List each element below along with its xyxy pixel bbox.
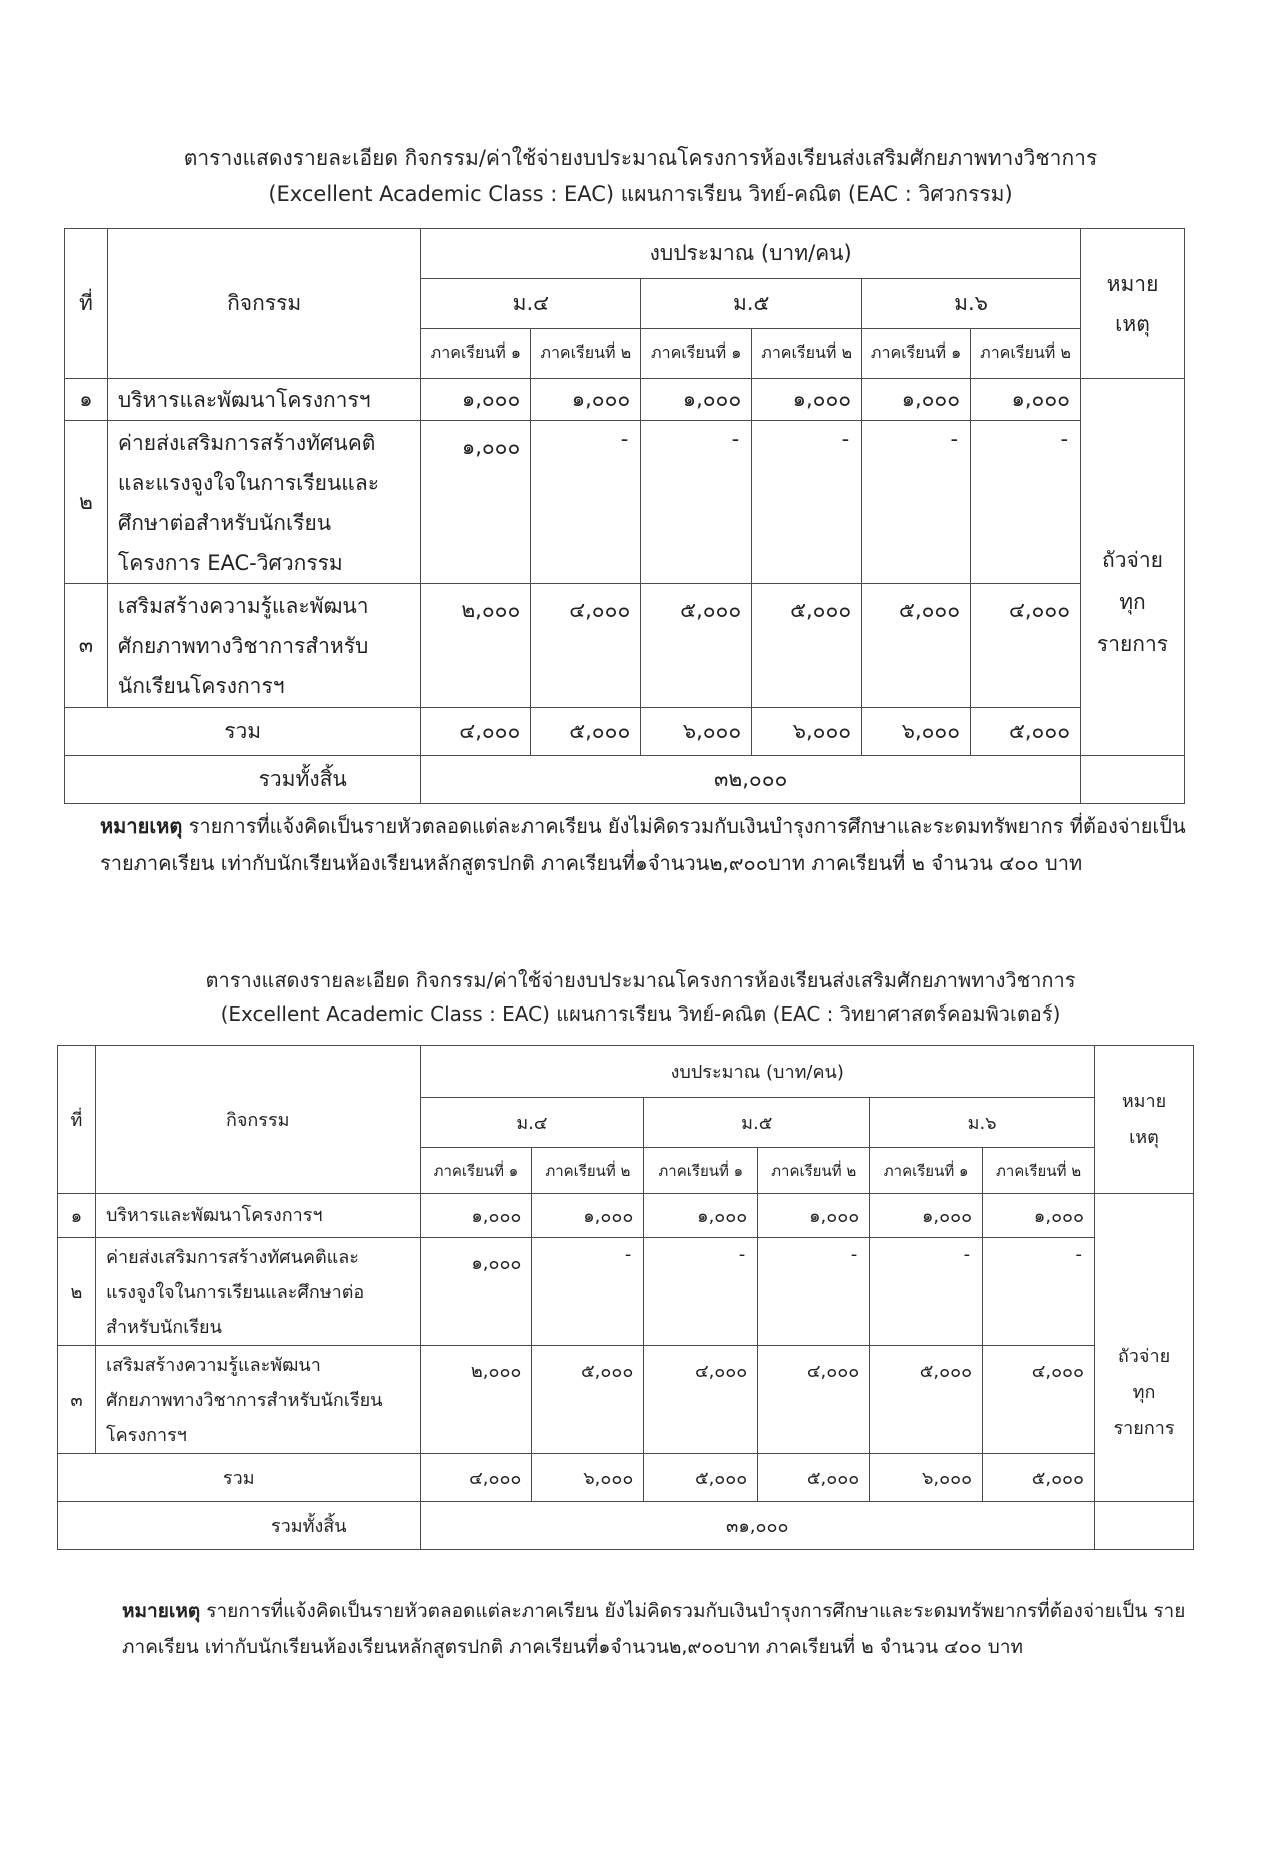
row-value: ๕,๐๐๐ [532, 1346, 644, 1454]
header-semester: ภาคเรียนที่ ๒ [971, 329, 1081, 379]
sum-value: ๕,๐๐๐ [758, 1454, 870, 1502]
note-label: หมายเหตุ [100, 814, 183, 838]
row-value: ๑,๐๐๐ [531, 379, 641, 421]
header-activity: กิจกรรม [95, 1046, 420, 1194]
sum-value: ๔,๐๐๐ [420, 1454, 532, 1502]
note-text: รายการที่แจ้งคิดเป็นรายหัวตลอดแต่ละภาคเรียน ยังไม่คิดรวมกับเงินบำรุงการศึกษาและระดมทรัพยากร ที่ต้องจ่ายเป็นรายภาคเรียน เท่ากับนักเรียนห้องเรียนหลักสูตรปกติ ภาคเรียนที่๑จำนวน๒,๙๐๐บาท ภาคเรียนที่ ๒ จำนวน ๔๐๐ บาท [100, 814, 1186, 875]
total-label: รวมทั้งสิ้น [58, 1502, 421, 1550]
row-value: ๑,๐๐๐ [758, 1194, 870, 1238]
header-grade-m6: ม.๖ [870, 1098, 1095, 1148]
row-value: - [758, 1238, 870, 1346]
row-value: ๑,๐๐๐ [862, 379, 971, 421]
section2-title-line2: (Excellent Academic Class : EAC) แผนการเรียน วิทย์-คณิต (EAC : วิทยาศาสตร์คอมพิวเตอร์) [220, 1002, 1061, 1026]
row-value: - [983, 1238, 1095, 1346]
sum-value: ๕,๐๐๐ [644, 1454, 758, 1502]
header-semester: ภาคเรียนที่ ๒ [531, 329, 641, 379]
section2-title [0, 963, 1281, 1031]
sum-value: ๖,๐๐๐ [641, 708, 752, 756]
header-semester: ภาคเรียนที่ ๒ [752, 329, 862, 379]
note-label: หมายเหตุ [122, 1600, 201, 1622]
row-value: ๑,๐๐๐ [421, 379, 531, 421]
row-value: ๑,๐๐๐ [983, 1194, 1095, 1238]
row-value: ๑,๐๐๐ [870, 1194, 983, 1238]
remark-cell: ถัวจ่าย ทุก รายการ [1081, 379, 1185, 756]
header-semester: ภาคเรียนที่ ๑ [870, 1148, 983, 1194]
row-activity: เสริมสร้างความรู้และพัฒนา ศักยภาพทางวิชาการสำหรับ นักเรียนโครงการฯ [107, 584, 420, 708]
budget-table-engineering [64, 228, 1185, 804]
section1-title-line2: (Excellent Academic Class : EAC) แผนการเรียน วิทย์-คณิต (EAC : วิศวกรรม) [268, 182, 1013, 206]
sum-value: ๖,๐๐๐ [862, 708, 971, 756]
row-value: ๑,๐๐๐ [641, 379, 752, 421]
row-value: - [641, 421, 752, 584]
table-row [58, 1194, 1194, 1238]
header-grade-m6: ม.๖ [862, 279, 1081, 329]
header-semester: ภาคเรียนที่ ๑ [641, 329, 752, 379]
header-budget: งบประมาณ (บาท/คน) [420, 1046, 1095, 1098]
total-label: รวมทั้งสิ้น [65, 756, 421, 804]
total-row [65, 756, 1185, 804]
row-value: - [532, 1238, 644, 1346]
table-row [58, 1238, 1194, 1346]
row-activity: ค่ายส่งเสริมการสร้างทัศนคติ และแรงจูงใจในการเรียนและ ศึกษาต่อสำหรับนักเรียน โครงการ EAC-วิศวกรรม [107, 421, 420, 584]
budget-table-computer-science [57, 1045, 1194, 1550]
row-no: ๒ [65, 421, 108, 584]
section2-title-line1: ตารางแสดงรายละเอียด กิจกรรม/ค่าใช้จ่ายงบประมาณโครงการห้องเรียนส่งเสริมศักยภาพทางวิชาการ [205, 968, 1076, 992]
row-activity: เสริมสร้างความรู้และพัฒนา ศักยภาพทางวิชาการสำหรับนักเรียน โครงการฯ [95, 1346, 420, 1454]
total-value: ๓๒,๐๐๐ [421, 756, 1081, 804]
row-value: ๔,๐๐๐ [644, 1346, 758, 1454]
row-value: ๑,๐๐๐ [752, 379, 862, 421]
table-row [65, 421, 1185, 584]
row-value: ๒,๐๐๐ [421, 584, 531, 708]
row-no: ๓ [65, 584, 108, 708]
total-row [58, 1502, 1194, 1550]
header-semester: ภาคเรียนที่ ๒ [532, 1148, 644, 1194]
header-semester: ภาคเรียนที่ ๒ [758, 1148, 870, 1194]
row-no: ๑ [65, 379, 108, 421]
row-value: ๑,๐๐๐ [532, 1194, 644, 1238]
sum-value: ๔,๐๐๐ [421, 708, 531, 756]
sum-value: ๕,๐๐๐ [983, 1454, 1095, 1502]
total-remark-empty [1081, 756, 1185, 804]
sum-value: ๖,๐๐๐ [532, 1454, 644, 1502]
table-row [65, 379, 1185, 421]
sum-label: รวม [58, 1454, 421, 1502]
sum-value: ๕,๐๐๐ [971, 708, 1081, 756]
row-no: ๒ [58, 1238, 96, 1346]
header-semester: ภาคเรียนที่ ๑ [421, 329, 531, 379]
sum-value: ๕,๐๐๐ [531, 708, 641, 756]
row-value: ๑,๐๐๐ [420, 1238, 532, 1346]
row-value: ๔,๐๐๐ [531, 584, 641, 708]
row-value: - [862, 421, 971, 584]
sum-value: ๖,๐๐๐ [870, 1454, 983, 1502]
header-grade-m4: ม.๔ [420, 1098, 644, 1148]
total-value: ๓๑,๐๐๐ [420, 1502, 1095, 1550]
row-value: ๔,๐๐๐ [971, 584, 1081, 708]
total-remark-empty [1095, 1502, 1194, 1550]
sum-value: ๖,๐๐๐ [752, 708, 862, 756]
row-value: ๕,๐๐๐ [870, 1346, 983, 1454]
row-activity: ค่ายส่งเสริมการสร้างทัศนคติและ แรงจูงใจในการเรียนและศึกษาต่อ สำหรับนักเรียน [95, 1238, 420, 1346]
row-value: - [644, 1238, 758, 1346]
sum-row [65, 708, 1185, 756]
header-grade-m5: ม.๕ [641, 279, 862, 329]
row-value: ๔,๐๐๐ [758, 1346, 870, 1454]
row-value: - [971, 421, 1081, 584]
row-value: ๑,๐๐๐ [421, 421, 531, 584]
section1-title [0, 140, 1281, 212]
section1-note [100, 808, 1200, 882]
row-value: - [531, 421, 641, 584]
header-semester: ภาคเรียนที่ ๑ [420, 1148, 532, 1194]
header-no: ที่ [65, 229, 108, 379]
row-value: ๑,๐๐๐ [644, 1194, 758, 1238]
row-activity: บริหารและพัฒนาโครงการฯ [95, 1194, 420, 1238]
header-semester: ภาคเรียนที่ ๑ [862, 329, 971, 379]
row-activity: บริหารและพัฒนาโครงการฯ [107, 379, 420, 421]
header-grade-m4: ม.๔ [421, 279, 641, 329]
row-value: - [752, 421, 862, 584]
header-activity: กิจกรรม [107, 229, 420, 379]
header-grade-m5: ม.๕ [644, 1098, 870, 1148]
header-no: ที่ [58, 1046, 96, 1194]
section2-note [122, 1593, 1202, 1665]
table-row [65, 584, 1185, 708]
sum-row [58, 1454, 1194, 1502]
row-value: ๕,๐๐๐ [752, 584, 862, 708]
header-semester: ภาคเรียนที่ ๒ [983, 1148, 1095, 1194]
remark-cell: ถัวจ่าย ทุก รายการ [1095, 1194, 1194, 1502]
header-budget: งบประมาณ (บาท/คน) [421, 229, 1081, 279]
note-text: รายการที่แจ้งคิดเป็นรายหัวตลอดแต่ละภาคเรียน ยังไม่คิดรวมกับเงินบำรุงการศึกษาและระดมทรัพยากรที่ต้องจ่ายเป็น รายภาคเรียน เท่ากับนักเรียนห้องเรียนหลักสูตรปกติ ภาคเรียนที่๑จำนวน๒,๙๐๐บาท ภาคเรียนที่ ๒ จำนวน ๔๐๐ บาท [122, 1600, 1186, 1658]
section1-title-line1: ตารางแสดงรายละเอียด กิจกรรม/ค่าใช้จ่ายงบประมาณโครงการห้องเรียนส่งเสริมศักยภาพทางวิชาการ [183, 146, 1098, 170]
row-value: - [870, 1238, 983, 1346]
row-value: ๑,๐๐๐ [971, 379, 1081, 421]
row-value: ๑,๐๐๐ [420, 1194, 532, 1238]
row-no: ๑ [58, 1194, 96, 1238]
row-no: ๓ [58, 1346, 96, 1454]
row-value: ๕,๐๐๐ [862, 584, 971, 708]
header-remark: หมาย เหตุ [1095, 1046, 1194, 1194]
row-value: ๔,๐๐๐ [983, 1346, 1095, 1454]
row-value: ๕,๐๐๐ [641, 584, 752, 708]
table-row [58, 1346, 1194, 1454]
header-semester: ภาคเรียนที่ ๑ [644, 1148, 758, 1194]
row-value: ๒,๐๐๐ [420, 1346, 532, 1454]
sum-label: รวม [65, 708, 421, 756]
header-remark: หมาย เหตุ [1081, 229, 1185, 379]
